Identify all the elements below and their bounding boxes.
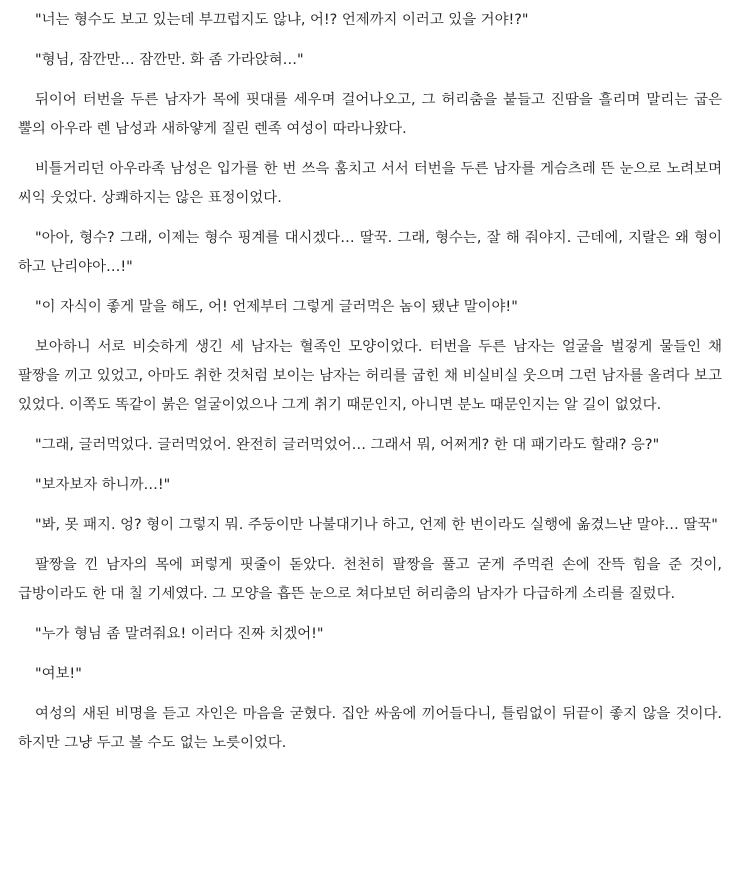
- narration-paragraph: 팔짱을 낀 남자의 목에 퍼렇게 핏줄이 돋았다. 천천히 팔짱을 풀고 굳게 주먹쥔 손에 잔뜩 힘을 준 것이, 급방이라도 한 대 칠 기세였다. 그 모양을 흡뜬 눈으로 쳐다보던 허리춤의 남자가 다급하게 소리를 질렀다.: [18, 557, 722, 602]
- narration-paragraph: 보아하니 서로 비슷하게 생긴 세 남자는 혈족인 모양이었다. 터번을 두른 남자는 얼굴을 벌겋게 물들인 채 팔짱을 끼고 있었고, 아마도 취한 것처럼 보이는 남자는 허리를 굽힌 채 비실비실 웃으며 그런 남자를 올려다 보고 있었다. 이쪽도 똑같이 붉은 얼굴이었으나 그게 취기 때문인지, 아니면 분노 때문인지는 알 길이 없었다.: [18, 339, 722, 413]
- dialogue-paragraph: "누가 형님 좀 말려줘요! 이러다 진짜 치겠어!": [35, 626, 324, 642]
- narration-paragraph: 뒤이어 터번을 두른 남자가 목에 핏대를 세우며 걸어나오고, 그 허리춤을 붙들고 진땀을 흘리며 말리는 굽은 뿔의 아우라 렌 남성과 새하얗게 질린 렌족 여성이 따라나왔다.: [18, 92, 722, 137]
- dialogue-paragraph: "봐, 못 패지. 엉? 형이 그렇지 뭐. 주둥이만 나불대기나 하고, 언제 한 번이라도 실행에 옮겼느냔 말야… 딸꾹": [35, 517, 718, 533]
- dialogue-paragraph: "아아, 형수? 그래, 이제는 형수 핑계를 대시겠다… 딸꾹. 그래, 형수는, 잘 해 줘야지. 근데에, 지랄은 왜 형이 하고 난리야아…!": [18, 230, 722, 275]
- dialogue-paragraph: "형님, 잠깐만… 잠깐만. 화 좀 가라앉혀…": [35, 52, 304, 68]
- narration-paragraph: 비틀거리던 아우라족 남성은 입가를 한 번 쓰윽 훔치고 서서 터번을 두른 남자를 게슴츠레 뜬 눈으로 노려보며 씨익 웃었다. 상쾌하지는 않은 표정이었다.: [18, 161, 722, 206]
- dialogue-paragraph: "너는 형수도 보고 있는데 부끄럽지도 않냐, 어!? 언제까지 이러고 있을 거야!?": [35, 12, 529, 28]
- narration-paragraph: 여성의 새된 비명을 듣고 자인은 마음을 굳혔다. 집안 싸움에 끼어들다니, 틀림없이 뒤끝이 좋지 않을 것이다. 하지만 그냥 두고 볼 수도 없는 노릇이었다.: [18, 706, 722, 751]
- dialogue-paragraph: "그래, 글러먹었다. 글러먹었어. 완전히 글러먹었어… 그래서 뭐, 어쩌게? 한 대 패기라도 할래? 응?": [35, 437, 660, 453]
- dialogue-paragraph: "이 자식이 좋게 말을 해도, 어! 언제부터 그렇게 글러먹은 놈이 됐냔 말이야!": [35, 299, 518, 315]
- dialogue-paragraph: "보자보자 하니까…!": [35, 477, 171, 493]
- dialogue-paragraph: "여보!": [35, 666, 82, 682]
